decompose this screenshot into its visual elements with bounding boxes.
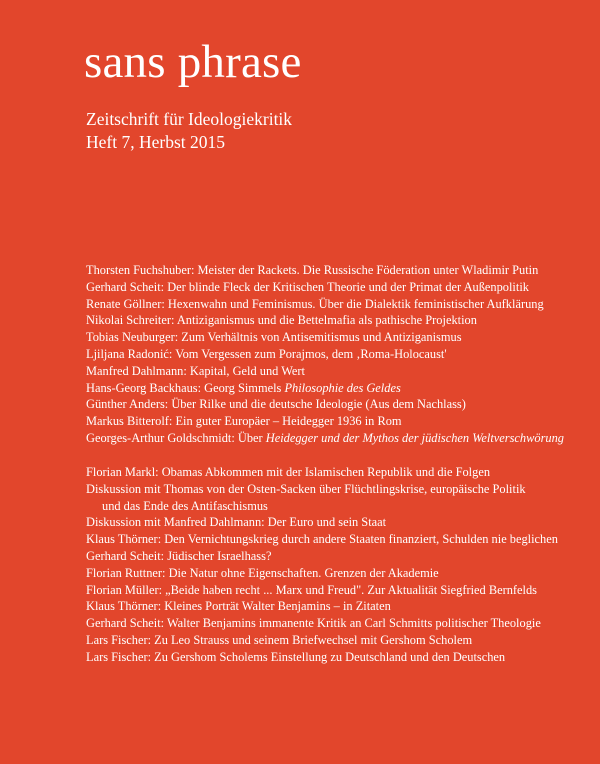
contents-entry: Gerhard Scheit: Jüdischer Israelhass? [86, 548, 272, 563]
contents-entry: Gerhard Scheit: Der blinde Fleck der Kritischen Theorie und der Primat der Außenpolitik [86, 279, 529, 294]
contents-entry: Lars Fischer: Zu Gershom Scholems Einstellung zu Deutschland und den Deutschen [86, 649, 506, 664]
contents-entry: Nikolai Schreiter: Antiziganismus und die Bettelmafia als pathische Projektion [86, 313, 477, 328]
contents-entry: Klaus Thörner: Den Vernichtungskrieg durch andere Staaten finanziert, Schulden nie beglichen [86, 532, 558, 547]
contents-entry: Gerhard Scheit: Walter Benjamins immanente Kritik an Carl Schmitts politischer Theologie [86, 616, 541, 631]
contents-entry: Lars Fischer: Zu Leo Strauss und seinem Briefwechsel mit Gershom Scholem [86, 632, 473, 647]
entry-continuation: und das Ende des Antifaschismus [102, 498, 268, 513]
contents-entry: Florian Ruttner: Die Natur ohne Eigenschaften. Grenzen der Akademie [86, 565, 439, 580]
contents-entry: Günther Anders: Über Rilke und die deutsche Ideologie (Aus dem Nachlass) [86, 397, 466, 412]
book-title: Heidegger und der Mythos der jüdischen Weltverschwörung [265, 430, 564, 445]
contents-entry: Klaus Thörner: Kleines Porträt Walter Benjamins – in Zitaten [86, 599, 391, 614]
contents-list-secondary [86, 464, 596, 666]
journal-subtitle: Zeitschrift für Ideologiekritik [86, 109, 293, 129]
contents-entry: Tobias Neuburger: Zum Verhältnis von Antisemitismus und Antiziganismus [86, 330, 462, 345]
contents-entry: Diskussion mit Manfred Dahlmann: Der Euro und sein Staat [86, 515, 387, 530]
contents-entry: Renate Göllner: Hexenwahn und Feminismus. Über die Dialektik feministischer Aufklärung [86, 296, 544, 311]
contents-entry: Markus Bitterolf: Ein guter Europäer – Heidegger 1936 in Rom [86, 414, 402, 429]
issue-label: Heft 7, Herbst 2015 [86, 132, 226, 152]
contents-list-main [86, 262, 596, 447]
contents-entry: Hans-Georg Backhaus: Georg Simmels Philosophie des Geldes [86, 380, 401, 395]
contents-entry: Florian Müller: „Beide haben recht ... Marx und Freud". Zur Aktualität Siegfried Bernfelds [86, 582, 538, 597]
contents-entry: Diskussion mit Thomas von der Osten-Sacken über Flüchtlingskrise, europäische Politik und das Ende des Antifaschismus [86, 481, 596, 515]
journal-title: sans phrase [84, 36, 302, 88]
book-title: Philosophie des Geldes [284, 380, 401, 395]
contents-entry: Georges-Arthur Goldschmidt: Über Heidegger und der Mythos der jüdischen Weltverschwörung [86, 430, 564, 445]
contents-entry: Manfred Dahlmann: Kapital, Geld und Wert [86, 363, 305, 378]
contents-entry: Florian Markl: Obamas Abkommen mit der Islamischen Republik und die Folgen [86, 465, 491, 479]
contents-entry: Thorsten Fuchshuber: Meister der Rackets. Die Russische Föderation unter Wladimir Putin [86, 263, 539, 277]
contents-entry: Ljiljana Radonić: Vom Vergessen zum Porajmos, dem ‚Roma-Holocaust' [86, 346, 447, 361]
